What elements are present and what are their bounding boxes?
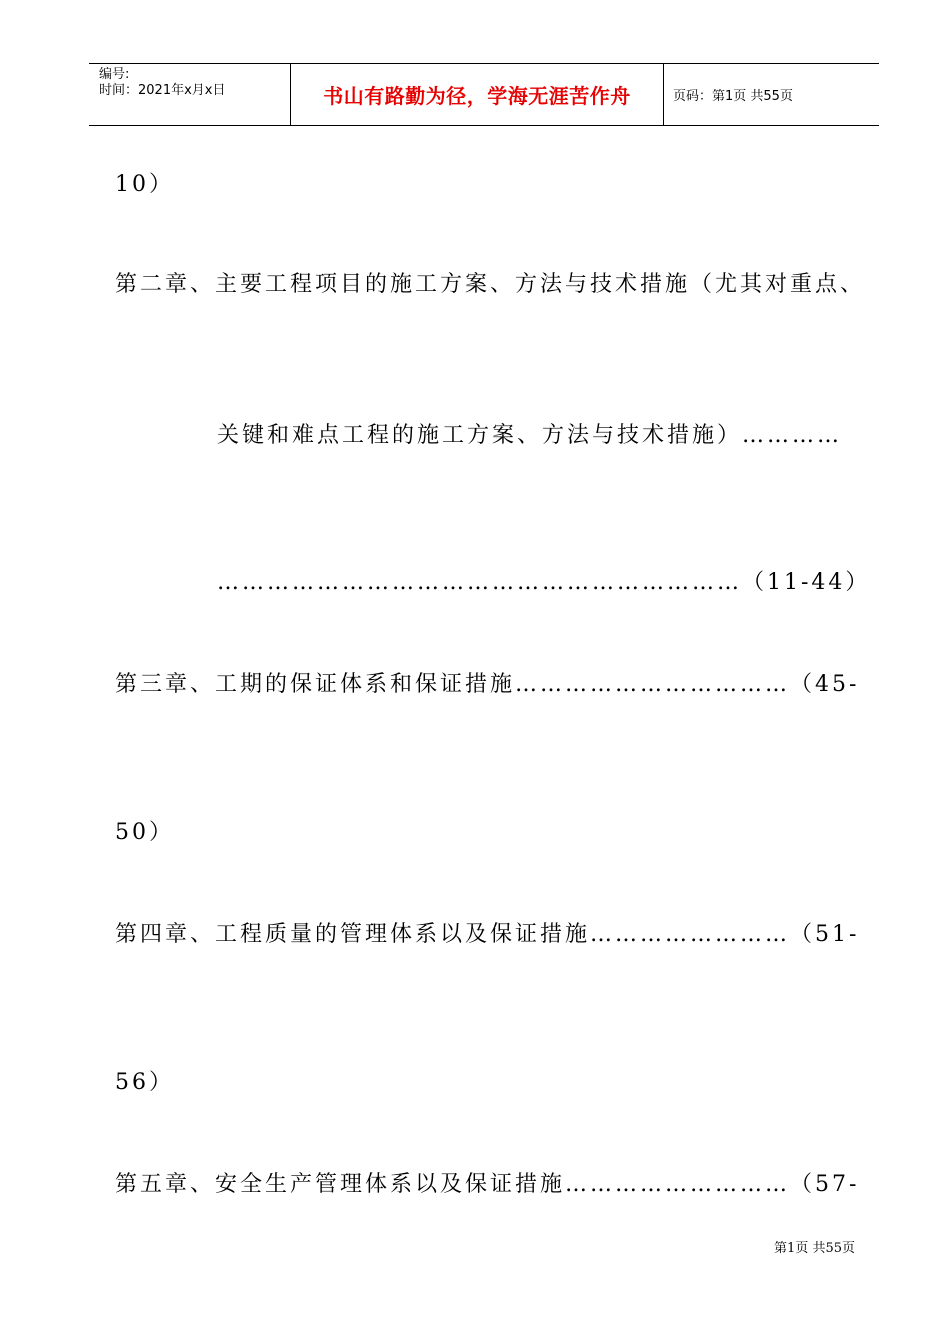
header-motto: 书山有路勤为径，学海无涯苦作舟: [323, 84, 631, 108]
document-date: 时间：2021年x月x日: [99, 83, 226, 98]
toc-line: 第四章、工程质量的管理体系以及保证措施……………………（51-: [115, 922, 860, 947]
header-motto-cell: [290, 64, 664, 125]
page-footer: 第1页 共55页: [774, 1241, 855, 1256]
toc-line: 56）: [115, 1070, 174, 1095]
page-header: [89, 63, 879, 126]
toc-line: 关键和难点工程的施工方案、方法与技术措施）…………: [217, 423, 843, 448]
document-number-label: 编号:: [99, 67, 130, 82]
header-page-info: 页码：第1页 共55页: [673, 89, 793, 104]
toc-line: 第五章、安全生产管理体系以及保证措施………………………（57-: [115, 1172, 860, 1197]
toc-line: ………………………………………………………（11-44）: [217, 570, 871, 595]
toc-line: 第二章、主要工程项目的施工方案、方法与技术措施（尤其对重点、: [115, 272, 866, 297]
toc-line: 第三章、工期的保证体系和保证措施……………………………（45-: [115, 672, 860, 697]
header-page-cell: [663, 64, 879, 125]
header-meta-cell: [89, 64, 290, 125]
toc-line: 10）: [115, 172, 174, 197]
toc-line: 50）: [115, 820, 174, 845]
